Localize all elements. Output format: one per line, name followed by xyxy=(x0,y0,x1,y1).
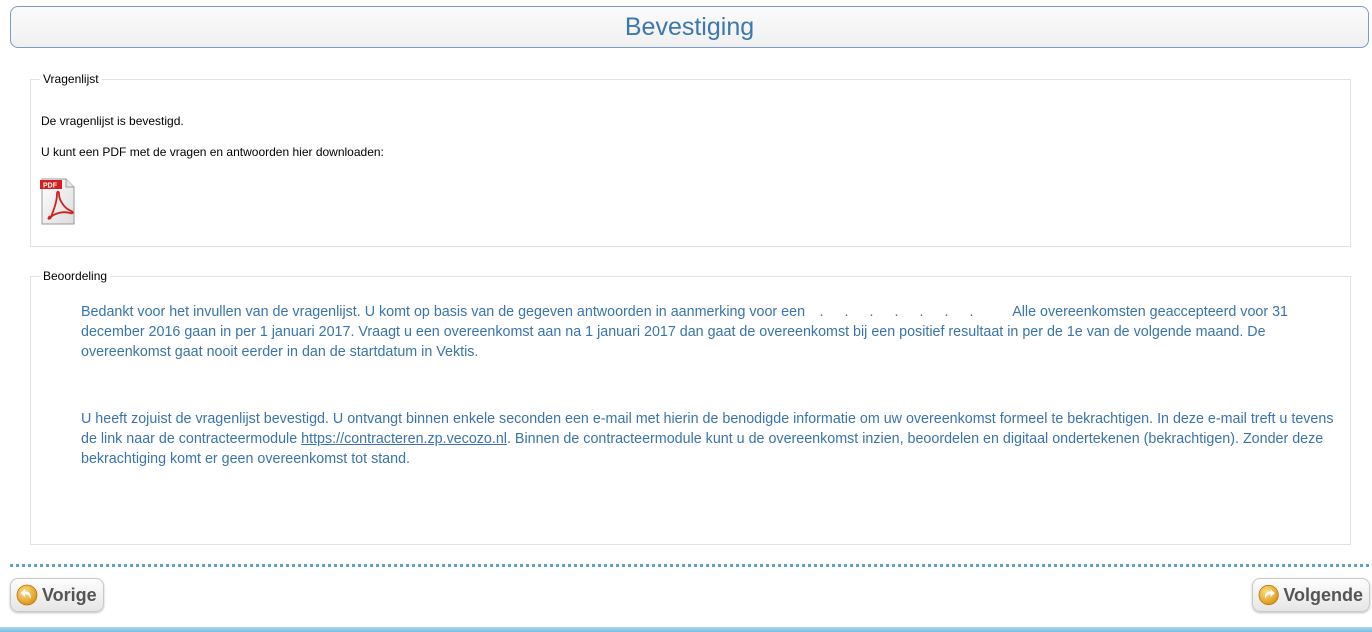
confirmed-text: De vragenlijst is bevestigd. xyxy=(41,114,184,128)
assessment-text-1a: Bedankt voor het invullen van de vragenlijst. U komt op basis van de gegeven antwoorden in aanmerking voor een xyxy=(81,304,806,320)
next-button-label: Volgende xyxy=(1283,584,1363,605)
vragenlijst-section xyxy=(30,72,1351,247)
assessment-paragraph-1 xyxy=(81,302,1337,362)
beoordeling-legend: Beoordeling xyxy=(43,269,108,283)
vragenlijst-legend: Vragenlijst xyxy=(43,72,99,86)
forward-arrow-icon xyxy=(1258,584,1279,606)
pdf-icon-label: PDF xyxy=(43,182,57,190)
pdf-download-link[interactable] xyxy=(40,178,76,225)
next-button[interactable] xyxy=(1252,578,1370,612)
assessment-text-1b: Alle overeenkomsten geaccepteerd voor 31 december 2016 gaan in per 1 januari 2017. Vraagt u een overeenkomst aan na 1 januari 2017 dan gaat de overeenkomst bij een positief resultaat in per de 1e van de volgende maand. De overeenkomst gaat nooit eerder in dan de startdatum in Vektis. xyxy=(81,304,1288,360)
download-instruction: U kunt een PDF met de vragen en antwoorden hier downloaden: xyxy=(41,145,384,159)
assessment-text-2a: U heeft zojuist de vragenlijst bevestigd. U ontvangt binnen enkele seconden een e-mail met hierin de benodigde informatie om uw overeenkomst formeel te bekrachtigen. In deze e-mail treft u tevens de link naar de contracteermodule xyxy=(81,411,1334,447)
previous-button-label: Vorige xyxy=(42,584,97,605)
previous-button[interactable] xyxy=(10,578,104,612)
pdf-file-icon xyxy=(40,178,76,225)
page-title: Bevestiging xyxy=(10,6,1369,48)
bottom-frame-edge xyxy=(0,627,1372,632)
contracteermodule-link[interactable]: https://contracteren.zp.vecozo.nl xyxy=(301,431,507,447)
assessment-text-2b: . Binnen de contracteermodule kunt u de overeenkomst inzien, beoordelen en digitaal ondertekenen (bekrachtigen). Zonder deze bekrachtiging komt er geen overeenkomst tot stand. xyxy=(81,431,1324,467)
footer-separator xyxy=(10,564,1369,567)
assessment-paragraph-2 xyxy=(81,409,1337,469)
redacted-contract-name: . . . . . . . xyxy=(819,304,974,320)
back-arrow-icon xyxy=(16,584,38,606)
